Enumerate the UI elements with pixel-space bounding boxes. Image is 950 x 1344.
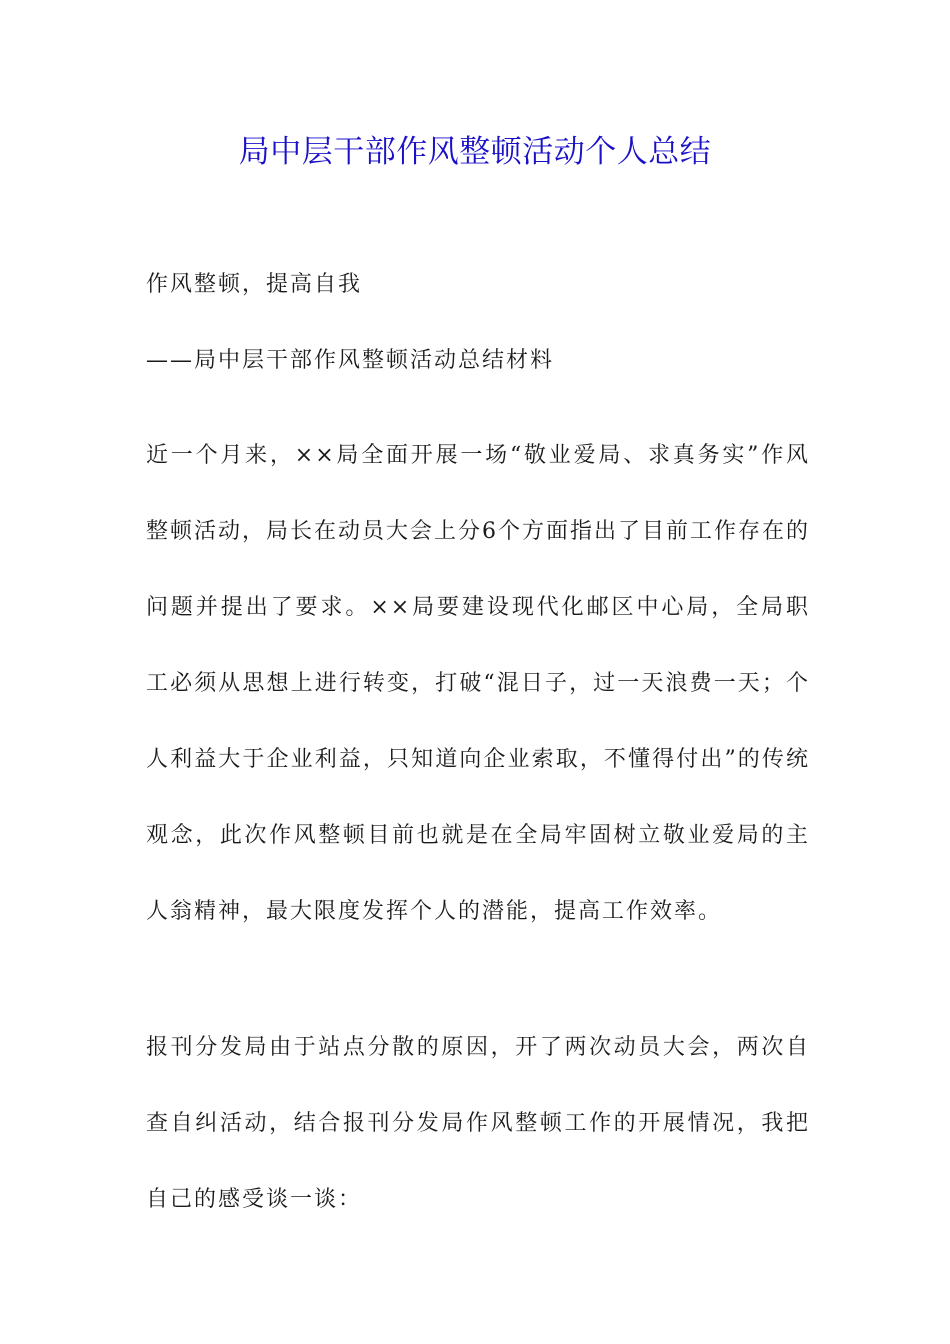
document-title: 局中层干部作风整顿活动个人总结 [238, 134, 712, 170]
body-paragraph-2: 报刊分发局由于站点分散的原因，开了两次动员大会，两次自查自纠活动，结合报刊分发局作风整顿工作的开展情况，我把自己的感受谈一谈： [146, 1035, 810, 1212]
body-paragraph-1: 近一个月来，××局全面开展一场“敬业爱局、求真务实”作风整顿活动，局长在动员大会上分6个方面指出了目前工作存在的问题并提出了要求。××局要建设现代化邮区中心局，全局职工必须从思想上进行转变，打破“混日子，过一天浪费一天；个人利益大于企业利益，只知道向企业索取，不懂得付出”的传统观念，此次作风整顿目前也就是在全局牢固树立敬业爱局的主人翁精神，最大限度发挥个人的潜能，提高工作效率。 [146, 443, 810, 924]
document-subtitle: 作风整顿，提高自我 [146, 272, 363, 297]
document-subtitle-source: ——局中层干部作风整顿活动总结材料 [146, 348, 555, 373]
